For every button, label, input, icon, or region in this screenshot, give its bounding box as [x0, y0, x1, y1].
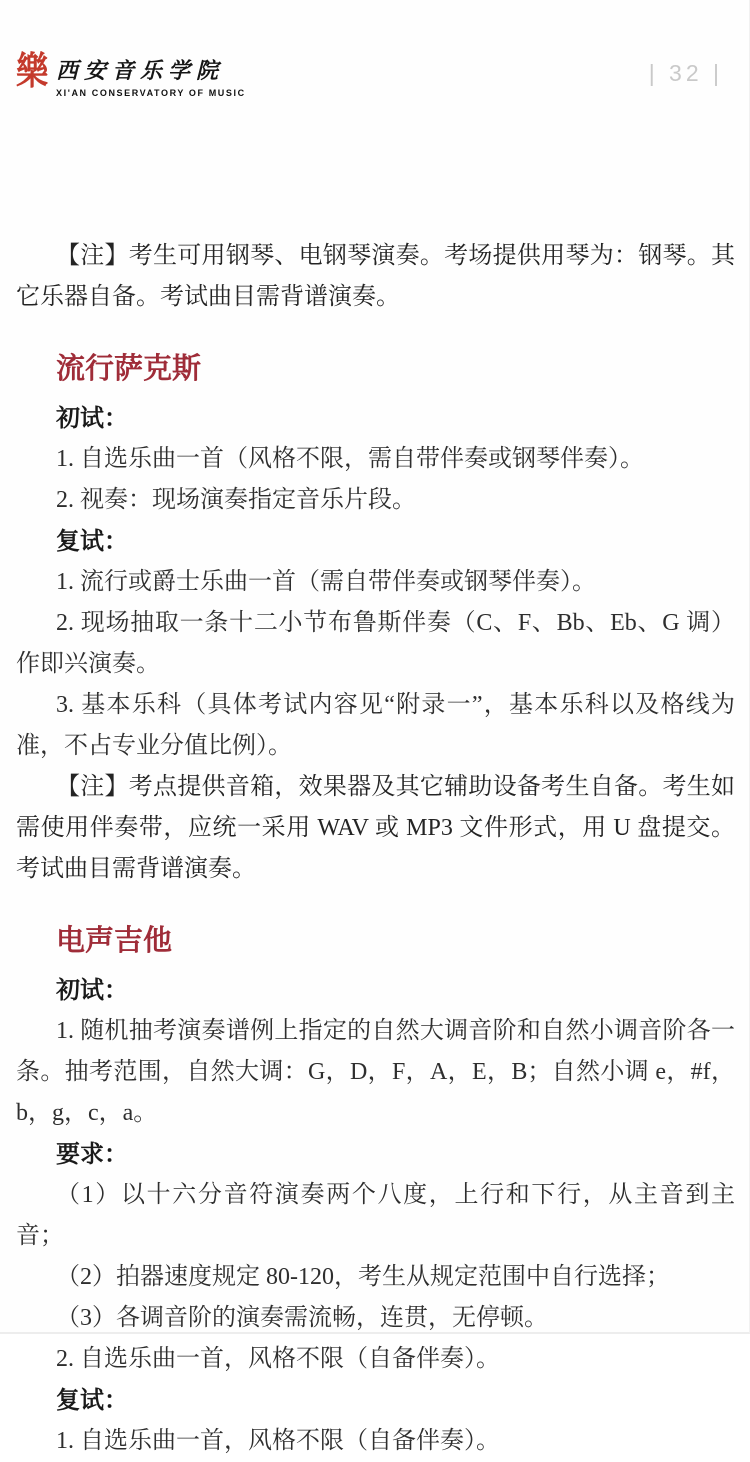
note-paragraph: 【注】考生可用钢琴、电钢琴演奏。考场提供用琴为：钢琴。其它乐器自备。考试曲目需背谱演奏。 [16, 243, 735, 310]
logo-en-name: XI'AN CONSERVATORY OF MUSIC [56, 88, 246, 98]
exam-item: 1. 自选乐曲一首（风格不限，需自带伴奏或钢琴伴奏）。 [56, 446, 644, 472]
subheading-second-round: 复试： [56, 528, 128, 555]
requirement-item: （3）各调音阶的演奏需流畅，连贯，无停顿。 [56, 1305, 548, 1331]
exam-item: 2. 自选乐曲一首，风格不限（自备伴奏）。 [56, 1346, 500, 1372]
exam-item: 3. 基本乐科（具体考试内容见“附录一”，基本乐科以及格线为准，不占专业分值比例）。 [16, 692, 735, 759]
exam-item: 2. 视奏：现场演奏指定音乐片段。 [56, 487, 416, 513]
page-number: | 32 | [648, 60, 723, 86]
logo-text [56, 50, 246, 98]
page-header [0, 0, 749, 98]
exam-item: 1. 自选乐曲一首，风格不限（自备伴奏）。 [56, 1428, 500, 1454]
note-paragraph: 【注】考点提供音箱，效果器及其它辅助设备考生自备。考生如需使用伴奏带，应统一采用 WAV 或 MP3 文件形式，用 U 盘提交。考试曲目需背谱演奏。 [16, 774, 735, 882]
document-body [0, 236, 749, 1462]
requirement-item: （2）拍器速度规定 80-120，考生从规定范围中自行选择； [56, 1264, 670, 1290]
section-title-electric-guitar: 电声吉他 [56, 925, 173, 957]
exam-item: 1. 流行或爵士乐曲一首（需自带伴奏或钢琴伴奏）。 [56, 569, 596, 595]
subheading-requirements: 要求： [56, 1141, 128, 1168]
subheading-first-round: 初试： [56, 405, 128, 432]
conservatory-seal-icon: 樂 [16, 51, 49, 93]
section-title-pop-saxophone: 流行萨克斯 [56, 353, 202, 385]
requirement-item: （1）以十六分音符演奏两个八度，上行和下行，从主音到主音； [16, 1182, 735, 1249]
subheading-second-round: 复试： [56, 1387, 128, 1414]
conservatory-logo [16, 50, 246, 98]
exam-item: 2. 现场抽取一条十二小节布鲁斯伴奏（C、F、Bb、Eb、G 调）作即兴演奏。 [16, 610, 735, 677]
exam-item: 1. 随机抽考演奏谱例上指定的自然大调音阶和自然小调音阶各一条。抽考范围，自然大调：G，D，F，A，E，B；自然小调 e，#f，b，g，c，a。 [16, 1018, 735, 1126]
logo-cn-name: 西安音乐学院 [56, 58, 225, 83]
subheading-first-round: 初试： [56, 977, 128, 1004]
